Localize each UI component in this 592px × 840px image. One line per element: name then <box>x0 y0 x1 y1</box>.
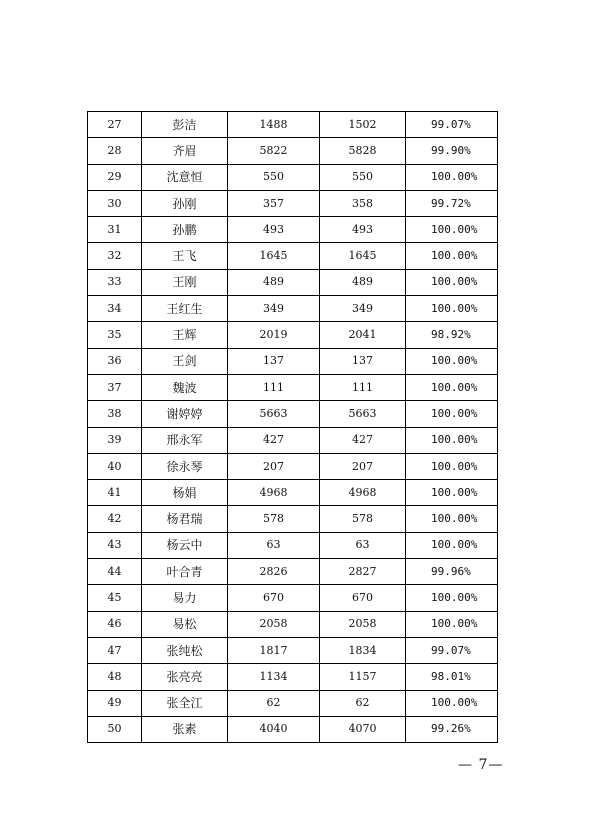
name-cell: 徐永琴 <box>142 453 228 479</box>
value-a-cell: 5822 <box>228 138 320 164</box>
value-b-cell: 1157 <box>320 664 406 690</box>
value-a-cell: 1134 <box>228 664 320 690</box>
percentage-cell: 100.00% <box>406 348 498 374</box>
percentage-cell: 100.00% <box>406 506 498 532</box>
name-cell: 沈意恒 <box>142 164 228 190</box>
table-body <box>88 112 498 743</box>
value-b-cell: 5828 <box>320 138 406 164</box>
percentage-cell: 100.00% <box>406 480 498 506</box>
table-row <box>88 585 498 611</box>
percentage-cell: 99.90% <box>406 138 498 164</box>
percentage-cell: 100.00% <box>406 585 498 611</box>
value-a-cell: 207 <box>228 453 320 479</box>
name-cell: 叶合青 <box>142 559 228 585</box>
value-b-cell: 2827 <box>320 559 406 585</box>
name-cell: 易松 <box>142 611 228 637</box>
percentage-cell: 98.92% <box>406 322 498 348</box>
value-b-cell: 493 <box>320 217 406 243</box>
row-number-cell: 35 <box>88 322 142 348</box>
value-a-cell: 5663 <box>228 401 320 427</box>
name-cell: 王辉 <box>142 322 228 348</box>
value-b-cell: 578 <box>320 506 406 532</box>
value-b-cell: 670 <box>320 585 406 611</box>
name-cell: 齐眉 <box>142 138 228 164</box>
row-number-cell: 34 <box>88 296 142 322</box>
table-row <box>88 506 498 532</box>
name-cell: 彭洁 <box>142 112 228 138</box>
percentage-cell: 100.00% <box>406 243 498 269</box>
percentage-cell: 99.07% <box>406 112 498 138</box>
table-row <box>88 164 498 190</box>
row-number-cell: 40 <box>88 453 142 479</box>
value-a-cell: 1817 <box>228 637 320 663</box>
row-number-cell: 37 <box>88 374 142 400</box>
value-b-cell: 111 <box>320 374 406 400</box>
value-b-cell: 1502 <box>320 112 406 138</box>
value-a-cell: 4968 <box>228 480 320 506</box>
row-number-cell: 31 <box>88 217 142 243</box>
table-row <box>88 269 498 295</box>
table-row <box>88 559 498 585</box>
value-b-cell: 62 <box>320 690 406 716</box>
row-number-cell: 42 <box>88 506 142 532</box>
value-b-cell: 207 <box>320 453 406 479</box>
value-a-cell: 1488 <box>228 112 320 138</box>
row-number-cell: 33 <box>88 269 142 295</box>
table-row <box>88 716 498 742</box>
name-cell: 杨云中 <box>142 532 228 558</box>
value-a-cell: 2019 <box>228 322 320 348</box>
page-number: — 7— <box>458 757 504 773</box>
table-row <box>88 112 498 138</box>
table-row <box>88 611 498 637</box>
value-a-cell: 349 <box>228 296 320 322</box>
row-number-cell: 43 <box>88 532 142 558</box>
percentage-cell: 100.00% <box>406 690 498 716</box>
table-row <box>88 690 498 716</box>
table-row <box>88 532 498 558</box>
name-cell: 孙刚 <box>142 190 228 216</box>
value-a-cell: 2058 <box>228 611 320 637</box>
value-a-cell: 2826 <box>228 559 320 585</box>
value-b-cell: 550 <box>320 164 406 190</box>
percentage-cell: 99.72% <box>406 190 498 216</box>
table-row <box>88 217 498 243</box>
row-number-cell: 48 <box>88 664 142 690</box>
row-number-cell: 39 <box>88 427 142 453</box>
row-number-cell: 30 <box>88 190 142 216</box>
percentage-cell: 100.00% <box>406 217 498 243</box>
table-row <box>88 243 498 269</box>
table-row <box>88 374 498 400</box>
percentage-cell: 99.26% <box>406 716 498 742</box>
percentage-cell: 100.00% <box>406 532 498 558</box>
row-number-cell: 27 <box>88 112 142 138</box>
data-table <box>87 111 498 743</box>
name-cell: 张纯松 <box>142 637 228 663</box>
value-b-cell: 4070 <box>320 716 406 742</box>
value-a-cell: 1645 <box>228 243 320 269</box>
name-cell: 张素 <box>142 716 228 742</box>
table-row <box>88 296 498 322</box>
table-row <box>88 427 498 453</box>
row-number-cell: 36 <box>88 348 142 374</box>
row-number-cell: 50 <box>88 716 142 742</box>
value-a-cell: 578 <box>228 506 320 532</box>
table-row <box>88 190 498 216</box>
row-number-cell: 29 <box>88 164 142 190</box>
row-number-cell: 45 <box>88 585 142 611</box>
table-row <box>88 480 498 506</box>
percentage-cell: 99.07% <box>406 637 498 663</box>
name-cell: 王剑 <box>142 348 228 374</box>
value-a-cell: 427 <box>228 427 320 453</box>
row-number-cell: 32 <box>88 243 142 269</box>
row-number-cell: 28 <box>88 138 142 164</box>
table-row <box>88 664 498 690</box>
value-b-cell: 349 <box>320 296 406 322</box>
value-a-cell: 137 <box>228 348 320 374</box>
percentage-cell: 100.00% <box>406 453 498 479</box>
value-b-cell: 1834 <box>320 637 406 663</box>
value-b-cell: 2058 <box>320 611 406 637</box>
name-cell: 王刚 <box>142 269 228 295</box>
row-number-cell: 46 <box>88 611 142 637</box>
name-cell: 张亮亮 <box>142 664 228 690</box>
name-cell: 魏波 <box>142 374 228 400</box>
value-b-cell: 489 <box>320 269 406 295</box>
row-number-cell: 44 <box>88 559 142 585</box>
name-cell: 杨娟 <box>142 480 228 506</box>
name-cell: 邢永军 <box>142 427 228 453</box>
percentage-cell: 100.00% <box>406 611 498 637</box>
value-b-cell: 358 <box>320 190 406 216</box>
name-cell: 易力 <box>142 585 228 611</box>
percentage-cell: 98.01% <box>406 664 498 690</box>
value-a-cell: 63 <box>228 532 320 558</box>
name-cell: 张全江 <box>142 690 228 716</box>
value-a-cell: 62 <box>228 690 320 716</box>
percentage-cell: 100.00% <box>406 296 498 322</box>
value-a-cell: 670 <box>228 585 320 611</box>
value-a-cell: 550 <box>228 164 320 190</box>
table-row <box>88 453 498 479</box>
percentage-cell: 100.00% <box>406 374 498 400</box>
value-b-cell: 427 <box>320 427 406 453</box>
percentage-cell: 99.96% <box>406 559 498 585</box>
value-b-cell: 4968 <box>320 480 406 506</box>
value-a-cell: 493 <box>228 217 320 243</box>
name-cell: 谢婷婷 <box>142 401 228 427</box>
percentage-cell: 100.00% <box>406 164 498 190</box>
value-a-cell: 357 <box>228 190 320 216</box>
name-cell: 王飞 <box>142 243 228 269</box>
percentage-cell: 100.00% <box>406 269 498 295</box>
percentage-cell: 100.00% <box>406 401 498 427</box>
table-row <box>88 322 498 348</box>
name-cell: 王红生 <box>142 296 228 322</box>
row-number-cell: 49 <box>88 690 142 716</box>
value-b-cell: 2041 <box>320 322 406 348</box>
percentage-cell: 100.00% <box>406 427 498 453</box>
row-number-cell: 41 <box>88 480 142 506</box>
table-row <box>88 348 498 374</box>
table-row <box>88 637 498 663</box>
name-cell: 孙鹏 <box>142 217 228 243</box>
value-b-cell: 137 <box>320 348 406 374</box>
value-b-cell: 63 <box>320 532 406 558</box>
value-a-cell: 111 <box>228 374 320 400</box>
table-row <box>88 138 498 164</box>
value-b-cell: 5663 <box>320 401 406 427</box>
value-a-cell: 489 <box>228 269 320 295</box>
value-a-cell: 4040 <box>228 716 320 742</box>
table-row <box>88 401 498 427</box>
row-number-cell: 47 <box>88 637 142 663</box>
value-b-cell: 1645 <box>320 243 406 269</box>
name-cell: 杨君瑞 <box>142 506 228 532</box>
row-number-cell: 38 <box>88 401 142 427</box>
